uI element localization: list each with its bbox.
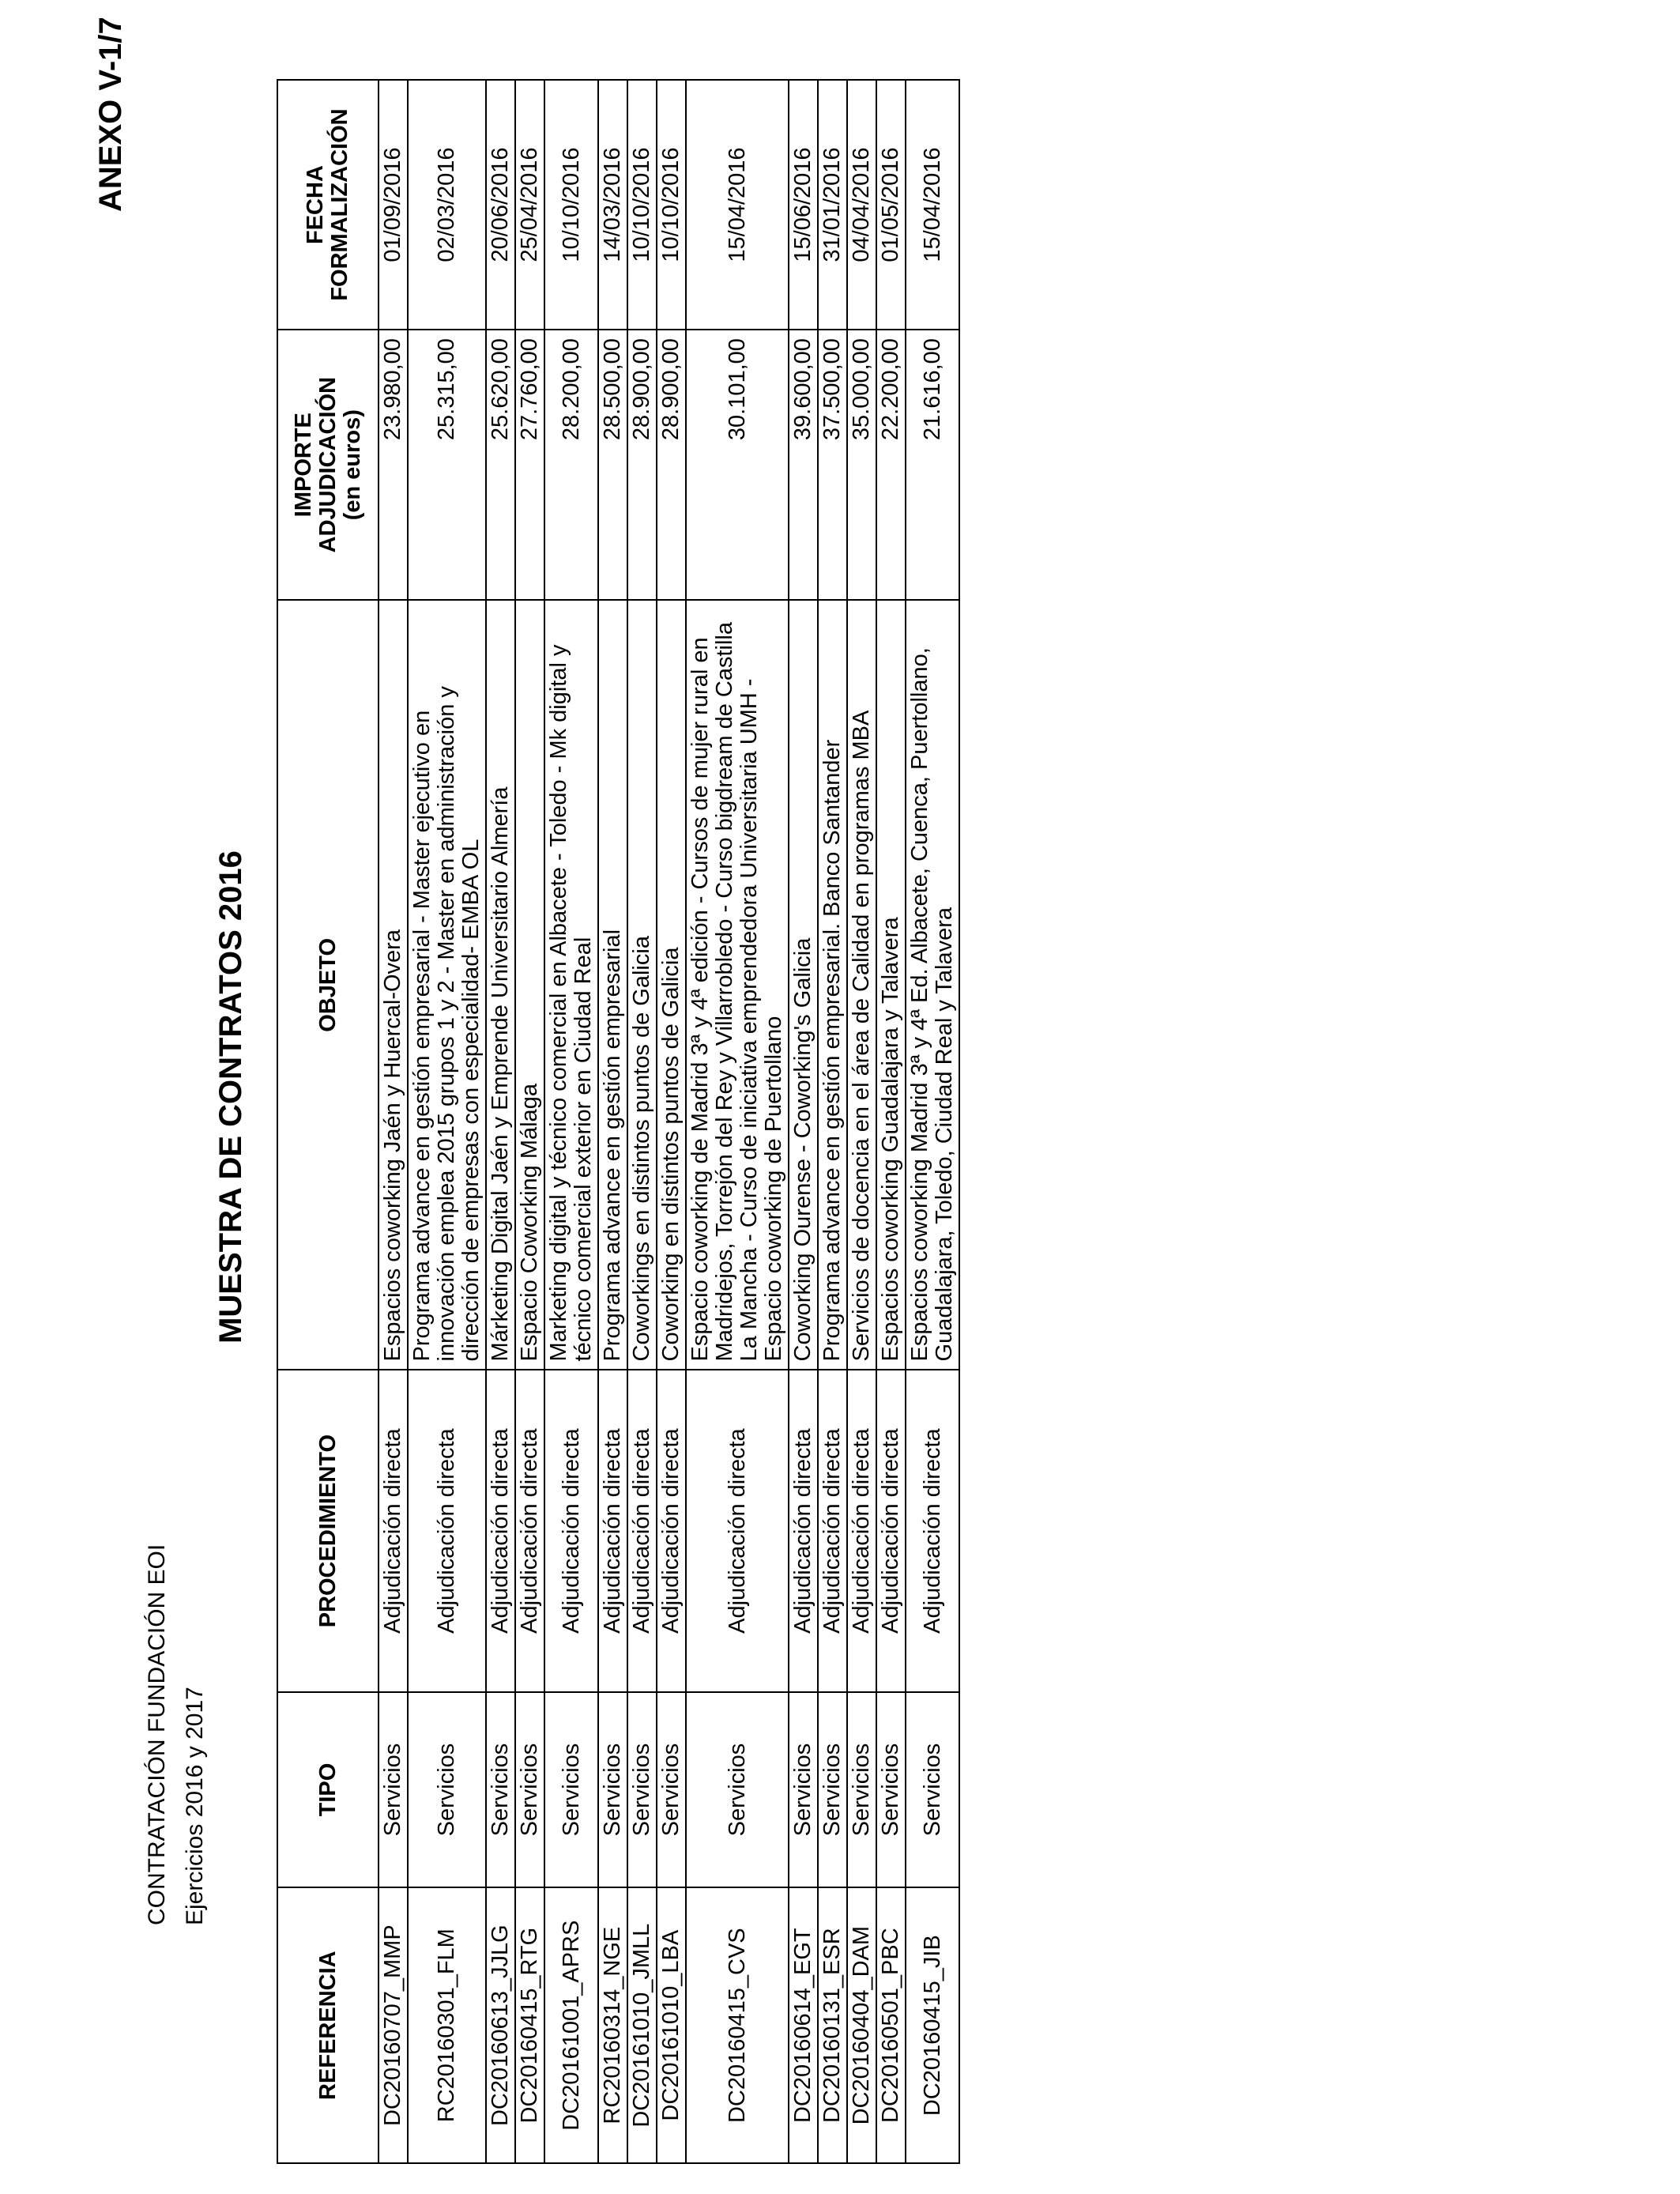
table-body: [379, 80, 959, 2163]
cell-importe: 22.200,00: [876, 330, 906, 600]
cell-referencia: DC20160613_JJLG: [486, 1887, 515, 2163]
cell-objeto: Programa advance en gestión empresarial - Master ejecutivo en innovación emplea 2015 grupos 1 y 2 - Master en administración y dirección de empresas con especialidad- EMBA OL: [408, 600, 486, 1370]
cell-procedimiento: Adjudicación directa: [657, 1370, 686, 1691]
cell-importe: 25.315,00: [408, 330, 486, 600]
fecha-header-line2: FORMALIZACIÓN: [327, 108, 352, 301]
cell-importe: 21.616,00: [906, 330, 959, 600]
cell-referencia: RC20160301_FLM: [408, 1887, 486, 2163]
table-row: [486, 80, 515, 2163]
column-header-procedimiento: PROCEDIMIENTO: [277, 1370, 379, 1691]
cell-referencia: DC20161010_JMLL: [627, 1887, 657, 2163]
cell-fecha: 15/04/2016: [906, 80, 959, 330]
period-label: Ejercicios 2016 y 2017: [182, 1687, 208, 1925]
cell-objeto: Espacios coworking Madrid 3ª y 4ª Ed. Albacete, Cuenca, Puertollano, Guadalajara, Toledo, Ciudad Real y Talavera: [906, 600, 959, 1370]
cell-referencia: DC20160415_CVS: [686, 1887, 789, 2163]
cell-fecha: 02/03/2016: [408, 80, 486, 330]
cell-objeto: Coworking en distintos puntos de Galicia: [657, 600, 686, 1370]
cell-importe: 25.620,00: [486, 330, 515, 600]
table-row: [598, 80, 627, 2163]
cell-tipo: Servicios: [408, 1692, 486, 1888]
cell-fecha: 10/10/2016: [657, 80, 686, 330]
cell-fecha: 20/06/2016: [486, 80, 515, 330]
cell-procedimiento: Adjudicación directa: [515, 1370, 544, 1691]
column-header-importe: [277, 330, 379, 600]
cell-procedimiento: Adjudicación directa: [486, 1370, 515, 1691]
table-row: [515, 80, 544, 2163]
cell-objeto: Espacio Coworking Málaga: [515, 600, 544, 1370]
cell-importe: 28.900,00: [627, 330, 657, 600]
cell-importe: 27.760,00: [515, 330, 544, 600]
cell-referencia: DC20160707_MMP: [379, 1887, 408, 2163]
table-row: [627, 80, 657, 2163]
cell-objeto: Espacio coworking de Madrid 3ª y 4ª edición - Cursos de mujer rural en Madridejos, Torrejón del Rey y Villarrobledo - Curso bigdream de Castilla La Mancha - Curso de iniciativa emprendedora Universitaria UMH - Espacio coworking de Puertollano: [686, 600, 789, 1370]
importe-header-line3: (en euros): [339, 409, 365, 521]
cell-procedimiento: Adjudicación directa: [906, 1370, 959, 1691]
organization-label: CONTRATACIÓN FUNDACIÓN EOI: [144, 1544, 170, 1925]
importe-header-line2: ADJUDICACIÓN: [315, 376, 341, 553]
cell-tipo: Servicios: [486, 1692, 515, 1888]
table-row: [847, 80, 876, 2163]
table-row: [789, 80, 818, 2163]
cell-fecha: 31/01/2016: [818, 80, 847, 330]
document-header: [138, 1544, 214, 1925]
cell-tipo: Servicios: [379, 1692, 408, 1888]
cell-referencia: DC20160501_PBC: [876, 1887, 906, 2163]
cell-referencia: DC20160415_RTG: [515, 1887, 544, 2163]
table-row: [408, 80, 486, 2163]
table-row: [686, 80, 789, 2163]
cell-procedimiento: Adjudicación directa: [379, 1370, 408, 1691]
cell-fecha: 01/05/2016: [876, 80, 906, 330]
annex-label: ANEXO V-1/7: [93, 17, 128, 212]
cell-objeto: Programa advance en gestión empresarial. Banco Santander: [818, 600, 847, 1370]
cell-fecha: 10/10/2016: [544, 80, 598, 330]
cell-objeto: Coworking Ourense - Coworking's Galicia: [789, 600, 818, 1370]
cell-importe: 28.900,00: [657, 330, 686, 600]
cell-tipo: Servicios: [598, 1692, 627, 1888]
cell-importe: 30.101,00: [686, 330, 789, 600]
column-header-referencia: REFERENCIA: [277, 1887, 379, 2163]
column-header-fecha: [277, 80, 379, 330]
cell-tipo: Servicios: [686, 1692, 789, 1888]
cell-referencia: DC20161010_LBA: [657, 1887, 686, 2163]
cell-procedimiento: Adjudicación directa: [847, 1370, 876, 1691]
cell-referencia: DC20160614_EGT: [789, 1887, 818, 2163]
cell-referencia: DC20161001_APRS: [544, 1887, 598, 2163]
cell-fecha: 10/10/2016: [627, 80, 657, 330]
cell-procedimiento: Adjudicación directa: [789, 1370, 818, 1691]
cell-objeto: Márketing Digital Jaén y Emprende Universitario Almería: [486, 600, 515, 1370]
table-row: [379, 80, 408, 2163]
cell-importe: 23.980,00: [379, 330, 408, 600]
cell-procedimiento: Adjudicación directa: [876, 1370, 906, 1691]
cell-objeto: Coworkings en distintos puntos de Galicia: [627, 600, 657, 1370]
table-row: [906, 80, 959, 2163]
cell-tipo: Servicios: [906, 1692, 959, 1888]
cell-procedimiento: Adjudicación directa: [598, 1370, 627, 1691]
contracts-table: [277, 79, 960, 2164]
cell-fecha: 25/04/2016: [515, 80, 544, 330]
cell-tipo: Servicios: [544, 1692, 598, 1888]
cell-procedimiento: Adjudicación directa: [686, 1370, 789, 1691]
cell-tipo: Servicios: [515, 1692, 544, 1888]
cell-tipo: Servicios: [818, 1692, 847, 1888]
cell-tipo: Servicios: [789, 1692, 818, 1888]
table-header-row: [277, 80, 379, 2163]
cell-procedimiento: Adjudicación directa: [408, 1370, 486, 1691]
cell-procedimiento: Adjudicación directa: [627, 1370, 657, 1691]
cell-fecha: 15/06/2016: [789, 80, 818, 330]
cell-importe: 35.000,00: [847, 330, 876, 600]
fecha-header-line1: FECHA: [303, 165, 328, 244]
cell-referencia: DC20160404_DAM: [847, 1887, 876, 2163]
cell-importe: 28.200,00: [544, 330, 598, 600]
cell-importe: 39.600,00: [789, 330, 818, 600]
cell-objeto: Espacios coworking Jaén y Huercal-Overa: [379, 600, 408, 1370]
table-row: [876, 80, 906, 2163]
cell-tipo: Servicios: [847, 1692, 876, 1888]
cell-objeto: Marketing digital y técnico comercial en Albacete - Toledo - Mk digital y técnico comercial exterior en Ciudad Real: [544, 600, 598, 1370]
column-header-objeto: OBJETO: [277, 600, 379, 1370]
cell-procedimiento: Adjudicación directa: [544, 1370, 598, 1691]
cell-importe: 37.500,00: [818, 330, 847, 600]
cell-fecha: 01/09/2016: [379, 80, 408, 330]
cell-fecha: 14/03/2016: [598, 80, 627, 330]
table-row: [657, 80, 686, 2163]
cell-fecha: 04/04/2016: [847, 80, 876, 330]
table-row: [818, 80, 847, 2163]
importe-header-line1: IMPORTE: [290, 413, 316, 518]
table-row: [544, 80, 598, 2163]
document-title: MUESTRA DE CONTRATOS 2016: [213, 850, 248, 1344]
column-header-tipo: TIPO: [277, 1692, 379, 1888]
cell-procedimiento: Adjudicación directa: [818, 1370, 847, 1691]
cell-referencia: DC20160131_ESR: [818, 1887, 847, 2163]
cell-fecha: 15/04/2016: [686, 80, 789, 330]
cell-referencia: DC20160415_JIB: [906, 1887, 959, 2163]
cell-objeto: Programa advance en gestión empresarial: [598, 600, 627, 1370]
cell-tipo: Servicios: [657, 1692, 686, 1888]
cell-referencia: RC20160314_NGE: [598, 1887, 627, 2163]
cell-objeto: Espacios coworking Guadalajara y Talavera: [876, 600, 906, 1370]
cell-tipo: Servicios: [876, 1692, 906, 1888]
cell-importe: 28.500,00: [598, 330, 627, 600]
cell-objeto: Servicios de docencia en el área de Calidad en programas MBA: [847, 600, 876, 1370]
cell-tipo: Servicios: [627, 1692, 657, 1888]
